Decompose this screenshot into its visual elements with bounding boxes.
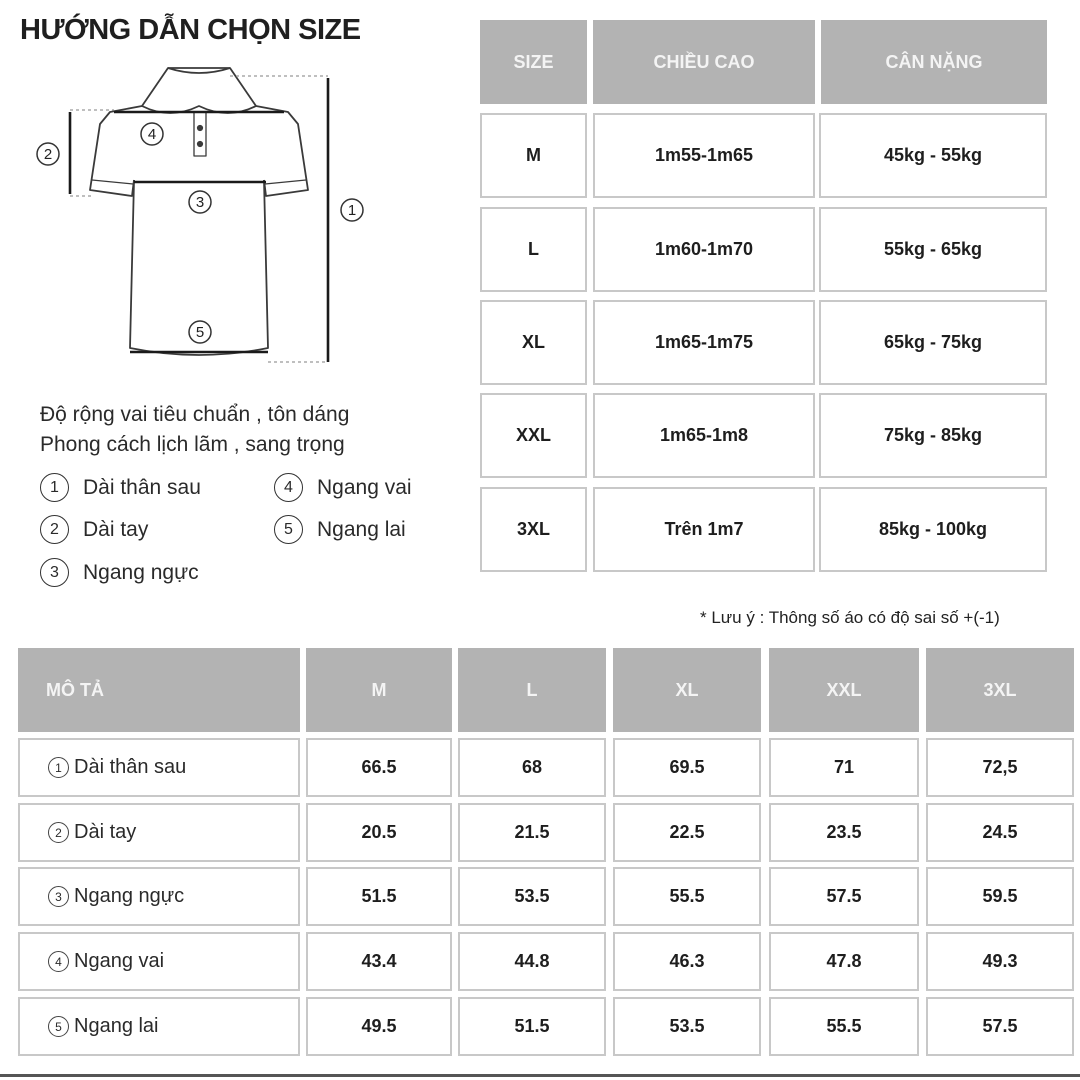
height-cell: 1m65-1m75	[593, 300, 815, 385]
weight-cell: 65kg - 75kg	[819, 300, 1047, 385]
marker-5-icon	[189, 321, 211, 343]
row-label: Dài tay	[74, 821, 137, 843]
row-label: Ngang lai	[74, 1015, 159, 1037]
measure-value-cell: 53.5	[458, 867, 606, 926]
marker-1-icon	[341, 199, 363, 221]
size-cell: XXL	[480, 393, 587, 478]
number-3-icon: 3	[40, 558, 69, 587]
number-2-icon: 2	[40, 515, 69, 544]
measure-value-cell: 22.5	[613, 803, 761, 862]
number-1-icon: 1	[48, 757, 69, 778]
row-label: Ngang vai	[74, 950, 165, 972]
page-title: HƯỚNG DẪN CHỌN SIZE	[20, 14, 361, 46]
header-height: CHIỀU CAO	[593, 20, 815, 104]
product-description	[40, 400, 349, 460]
size-cell: L	[480, 207, 587, 292]
weight-cell: 55kg - 65kg	[819, 207, 1047, 292]
header-size-xxl: XXL	[769, 648, 919, 732]
legend-item	[40, 515, 148, 544]
header-size-l: L	[458, 648, 606, 732]
measure-value-cell: 53.5	[613, 997, 761, 1056]
number-5-icon: 5	[274, 515, 303, 544]
header-size-xl: XL	[613, 648, 761, 732]
measure-value-cell: 21.5	[458, 803, 606, 862]
description-line-1: Độ rộng vai tiêu chuẩn , tôn dáng	[40, 403, 350, 426]
marker-4-icon	[141, 123, 163, 145]
row-description	[18, 997, 300, 1056]
weight-cell: 75kg - 85kg	[819, 393, 1047, 478]
legend-item	[274, 515, 406, 544]
height-cell: 1m65-1m8	[593, 393, 815, 478]
measure-value-cell: 47.8	[769, 932, 919, 991]
measure-value-cell: 57.5	[926, 997, 1074, 1056]
weight-cell: 85kg - 100kg	[819, 487, 1047, 572]
measure-value-cell: 55.5	[613, 867, 761, 926]
legend-item	[40, 558, 199, 587]
header-size: SIZE	[480, 20, 587, 104]
measure-value-cell: 43.4	[306, 932, 452, 991]
row-label: Dài thân sau	[74, 756, 187, 778]
legend-label: Dài thân sau	[83, 475, 201, 499]
marker-1-label: 1	[347, 202, 357, 219]
measure-value-cell: 49.3	[926, 932, 1074, 991]
marker-3-label: 3	[195, 194, 205, 211]
legend-item	[274, 473, 412, 502]
size-cell: M	[480, 113, 587, 198]
marker-2-label: 2	[43, 146, 53, 163]
size-cell: 3XL	[480, 487, 587, 572]
description-line-2: Phong cách lịch lãm , sang trọng	[40, 433, 345, 456]
polo-shirt-diagram	[30, 62, 390, 382]
measure-value-cell: 51.5	[458, 997, 606, 1056]
row-label: Ngang ngực	[74, 885, 185, 907]
measure-value-cell: 66.5	[306, 738, 452, 797]
marker-3-icon	[189, 191, 211, 213]
number-3-icon: 3	[48, 886, 69, 907]
tolerance-note: * Lưu ý : Thông số áo có độ sai số +(-1)	[700, 608, 1000, 627]
legend-item	[40, 473, 201, 502]
measure-value-cell: 20.5	[306, 803, 452, 862]
header-description: MÔ TẢ	[18, 648, 300, 732]
number-1-icon: 1	[40, 473, 69, 502]
measurement-table	[18, 648, 1078, 1058]
measure-value-cell: 23.5	[769, 803, 919, 862]
legend-label: Ngang vai	[317, 475, 412, 499]
row-description	[18, 803, 300, 862]
measure-value-cell: 44.8	[458, 932, 606, 991]
measure-value-cell: 71	[769, 738, 919, 797]
measure-value-cell: 51.5	[306, 867, 452, 926]
height-cell: 1m55-1m65	[593, 113, 815, 198]
marker-2-icon	[37, 143, 59, 165]
height-cell: 1m60-1m70	[593, 207, 815, 292]
measure-value-cell: 46.3	[613, 932, 761, 991]
number-4-icon: 4	[274, 473, 303, 502]
marker-5-label: 5	[195, 324, 205, 341]
number-5-icon: 5	[48, 1016, 69, 1037]
row-description	[18, 738, 300, 797]
measure-value-cell: 59.5	[926, 867, 1074, 926]
row-description	[18, 867, 300, 926]
size-cell: XL	[480, 300, 587, 385]
header-weight: CÂN NẶNG	[821, 20, 1047, 104]
legend-label: Ngang lai	[317, 517, 406, 541]
measure-value-cell: 49.5	[306, 997, 452, 1056]
weight-cell: 45kg - 55kg	[819, 113, 1047, 198]
marker-4-label: 4	[147, 126, 157, 143]
header-size-m: M	[306, 648, 452, 732]
measure-value-cell: 69.5	[613, 738, 761, 797]
header-size-3xl: 3XL	[926, 648, 1074, 732]
measure-value-cell: 55.5	[769, 997, 919, 1056]
measure-value-cell: 24.5	[926, 803, 1074, 862]
measure-value-cell: 57.5	[769, 867, 919, 926]
measure-value-cell: 72,5	[926, 738, 1074, 797]
legend-label: Dài tay	[83, 517, 149, 541]
number-2-icon: 2	[48, 822, 69, 843]
measure-value-cell: 68	[458, 738, 606, 797]
number-4-icon: 4	[48, 951, 69, 972]
height-cell: Trên 1m7	[593, 487, 815, 572]
row-description	[18, 932, 300, 991]
measurement-legend	[40, 473, 460, 598]
legend-label: Ngang ngực	[83, 560, 199, 584]
bottom-border	[0, 1074, 1080, 1077]
